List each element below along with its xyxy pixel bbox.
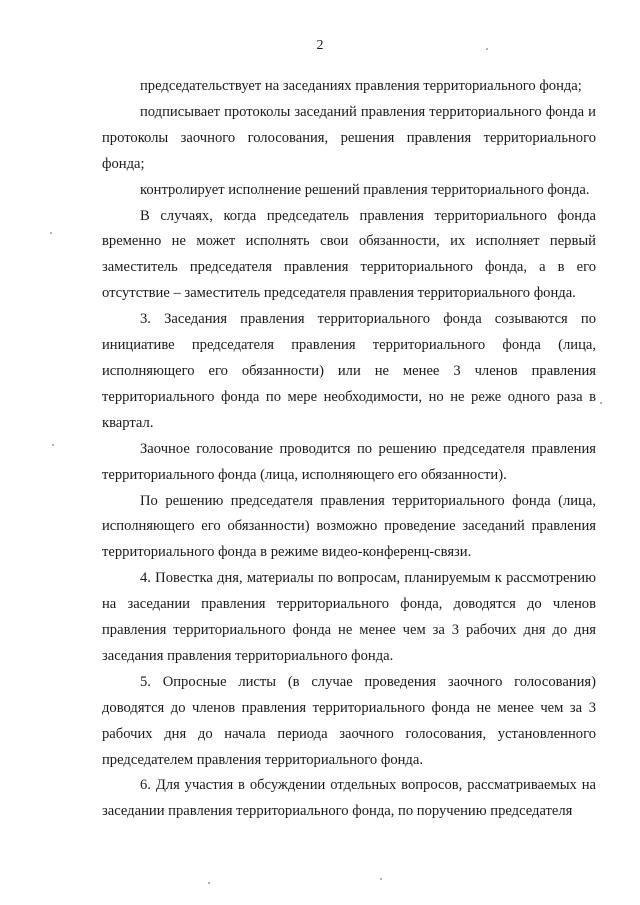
paragraph: подписывает протоколы заседаний правления территориального фонда и протоколы заочного голосования, решения правления территориального фонда; — [102, 103, 596, 172]
paragraph: 6. Для участия в обсуждении отдельных вопросов, рассматриваемых на заседании правления территориального фонда, по поручению председателя — [102, 777, 596, 820]
scan-speck — [380, 878, 382, 880]
paragraph: контролирует исполнение решений правления территориального фонда. — [140, 181, 590, 198]
document-body — [102, 74, 596, 825]
scan-speck — [50, 232, 52, 234]
page-number: 2 — [316, 38, 324, 53]
paragraph: 4. Повестка дня, материалы по вопросам, планируемым к рассмотрению на заседании правления территориального фонда, доводятся до членов правления территориального фонда не менее чем за 3 рабочих дня до дня заседания правления территориального фонда. — [102, 570, 596, 664]
scan-speck — [52, 444, 54, 446]
paragraph: Заочное голосование проводится по решению председателя правления территориального фонда (лица, исполняющего его обязанности). — [102, 440, 596, 483]
paragraph: 5. Опросные листы (в случае проведения заочного голосования) доводятся до членов правления территориального фонда не менее чем за 3 рабочих дня до начала периода заочного голосования, установленного председателем правления территориального фонда. — [102, 673, 596, 768]
scan-speck — [486, 48, 488, 50]
scan-speck — [208, 882, 210, 884]
paragraph: председательствует на заседаниях правления территориального фонда; — [140, 78, 582, 94]
paragraph: В случаях, когда председатель правления территориального фонда временно не может исполнять свои обязанности, их исполняет первый заместитель председателя правления территориального фонда, а в его отсутствие – заместитель председателя правления территориального фонда. — [102, 207, 596, 302]
paragraph: 3. Заседания правления территориального фонда созываются по инициативе председателя правления территориального фонда (лица, исполняющего его обязанности) или не менее 3 членов правления территориального фонда по мере необходимости, но не реже одного раза в квартал. — [102, 311, 596, 431]
scan-speck — [600, 402, 602, 404]
paragraph: По решению председателя правления территориального фонда (лица, исполняющего его обязанности) возможно проведение заседаний правления территориального фонда в режиме видео-конференц-связи. — [102, 492, 596, 561]
